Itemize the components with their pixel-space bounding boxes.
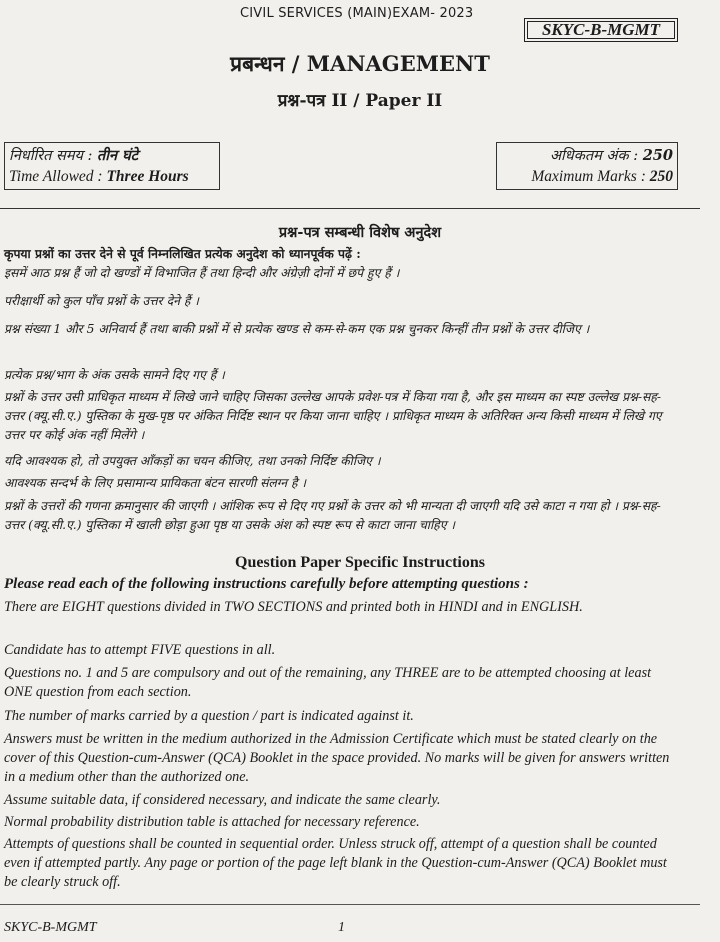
- english-instructions-subheading: Please read each of the following instructions carefully before attempting questions :: [4, 576, 529, 592]
- hindi-instruction-item: प्रश्न संख्या 1 और 5 अनिवार्य हैं तथा बाकी प्रश्नों में से प्रत्येक खण्ड से कम-से-कम एक प्रश्न चुनकर किन्हीं तीन प्रश्नों के उत्तर दीजिए ।: [4, 322, 590, 336]
- marks-hindi-value: 250: [642, 147, 673, 164]
- footer-divider: [0, 904, 700, 905]
- hindi-instruction-item: आवश्यक सन्दर्भ के लिए प्रसामान्य प्रायिकता बंटन सारणी संलग्न है ।: [4, 476, 307, 490]
- maximum-marks-box: [496, 142, 678, 190]
- hindi-instruction-item: यदि आवश्यक हो, तो उपयुक्त आँकड़ों का चयन कीजिए, तथा उनको निर्दिष्ट कीजिए ।: [4, 454, 381, 468]
- paper-title: प्रश्न-पत्र II / Paper II: [277, 91, 443, 111]
- hindi-instructions-heading: प्रश्न-पत्र सम्बन्धी विशेष अनुदेश: [278, 224, 442, 241]
- hindi-instruction-item: इसमें आठ प्रश्न हैं जो दो खण्डों में विभाजित हैं तथा हिन्दी और अंग्रेज़ी दोनों में छपे हुए हैं ।: [4, 266, 400, 280]
- time-allowed-hindi: [9, 145, 138, 165]
- hindi-instruction-item: प्रश्नों के उत्तरों की गणना क्रमानुसार की जाएगी । आंशिक रूप से दिए गए प्रश्नों के उत्तर को भी मान्यता दी जाएगी यदि उसे काटा न गया हो । प्रश्न-सह-उत्तर (क्यू.सी.ए.) पुस्तिका में खाली छोड़ा हुआ पृष्ठ या उसके अंश को स्पष्ट रूप से काटा जाना चाहिए ।: [4, 499, 661, 532]
- english-instruction-item: The number of marks carried by a question / part is indicated against it.: [4, 708, 414, 724]
- english-instruction-item: There are EIGHT questions divided in TWO SECTIONS and printed both in HINDI and in ENGLISH.: [4, 599, 583, 615]
- time-english-label: Time Allowed :: [9, 168, 107, 185]
- english-instruction-item: Questions no. 1 and 5 are compulsory and out of the remaining, any THREE are to be attempted choosing at least ONE question from each section.: [4, 665, 652, 700]
- hindi-instruction-item: प्रश्नों के उत्तर उसी प्राधिकृत माध्यम में लिखे जाने चाहिए जिसका उल्लेख आपके प्रवेश-पत्र में किया गया है, और इस माध्यम का स्पष्ट उल्लेख प्रश्न-सह-उत्तर (क्यू.सी.ए.) पुस्तिका के मुख-पृष्ठ पर अंकित निर्दिष्ट स्थान पर किया जाना चाहिए । प्राधिकृत माध्यम के अतिरिक्त अन्य किसी माध्यम में लिखे गए उत्तर पर कोई अंक नहीं मिलेंगे ।: [4, 390, 662, 442]
- paper-code-box: SKYC-B-MGMT: [524, 18, 678, 42]
- marks-english-value: 250: [649, 168, 673, 185]
- english-instruction-item: Answers must be written in the medium authorized in the Admission Certificate which must be stated clearly on the cover of this Question-cum-Answer (QCA) Booklet in the space provided. No marks will be given for answers written in a medium other than the authorized one.: [4, 731, 670, 785]
- hindi-instruction-item: परीक्षार्थी को कुल पाँच प्रश्नों के उत्तर देने हैं ।: [4, 294, 199, 308]
- hindi-instructions-subheading: कृपया प्रश्नों का उत्तर देने से पूर्व निम्नलिखित प्रत्येक अनुदेश को ध्यानपूर्वक पढ़ें :: [4, 246, 361, 261]
- time-allowed-box: [4, 142, 220, 190]
- max-marks-hindi: [550, 145, 673, 165]
- marks-english-label: Maximum Marks :: [531, 168, 650, 185]
- time-allowed-english: [9, 168, 189, 186]
- english-instruction-item: Candidate has to attempt FIVE questions in all.: [4, 642, 276, 658]
- footer-paper-code: SKYC-B-MGMT: [4, 920, 97, 935]
- english-instruction-item: Attempts of questions shall be counted in sequential order. Unless struck off, attempt of a question shall be counted even if attempted partly. Any page or portion of the page left blank in the Question-cum-Answer (QCA) Booklet must be clearly struck off.: [4, 836, 667, 890]
- max-marks-english: [531, 168, 673, 186]
- divider: [0, 208, 700, 209]
- english-instructions-heading: Question Paper Specific Instructions: [235, 554, 485, 571]
- english-instruction-item: Assume suitable data, if considered necessary, and indicate the same clearly.: [4, 792, 441, 808]
- english-instruction-item: Normal probability distribution table is attached for necessary reference.: [4, 814, 420, 830]
- marks-hindi-label: अधिकतम अंक :: [549, 148, 643, 164]
- page-number: 1: [338, 920, 345, 935]
- time-hindi-label: निर्धारित समय :: [9, 148, 98, 164]
- subject-title: प्रबन्धन / MANAGEMENT: [230, 51, 490, 76]
- time-english-value: Three Hours: [106, 168, 189, 185]
- time-hindi-value: तीन घंटे: [97, 147, 139, 164]
- exam-name: CIVIL SERVICES (MAIN)EXAM- 2023: [240, 6, 474, 21]
- hindi-instruction-item: प्रत्येक प्रश्न/भाग के अंक उसके सामने दिए गए हैं ।: [4, 368, 225, 382]
